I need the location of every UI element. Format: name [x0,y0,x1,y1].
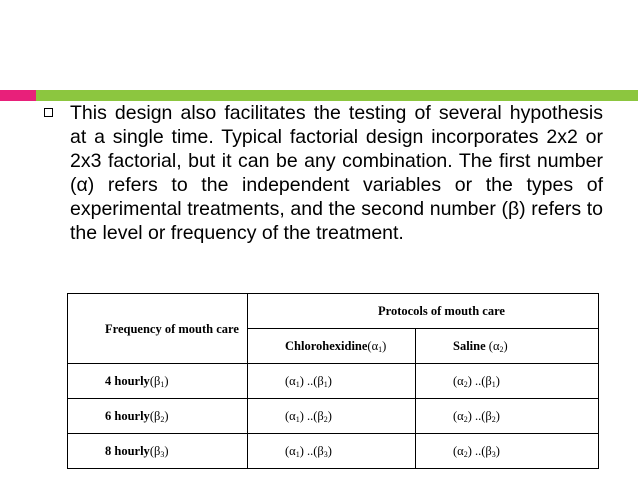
table-cell [248,364,416,399]
alpha-open: (α [453,408,464,423]
alpha-open: (α [453,373,464,388]
beta-sub: 1 [323,379,328,389]
alpha-open: (α [285,408,296,423]
row-label [68,434,248,469]
alpha-sub: 1 [295,449,300,459]
beta-open: ..(β [307,408,324,423]
header-frequency: Frequency of mouth care [68,294,248,364]
beta-open: ..(β [307,443,324,458]
beta-sub: 2 [160,414,165,424]
beta-sub: 2 [491,414,496,424]
chlor-symbol: (α [367,338,379,353]
beta-close: ) [164,443,169,458]
row-label [68,364,248,399]
chlor-sub: 1 [378,344,383,354]
alpha-close: ) [467,373,472,388]
beta-sub: 3 [160,449,165,459]
saline-symbol: (α [488,338,500,353]
row-label-text: 6 hourly [105,408,150,423]
alpha-open: (α [453,443,464,458]
table-row [68,434,599,469]
beta-sub: 3 [323,449,328,459]
alpha-close: ) [467,443,472,458]
beta-open: (β [149,373,161,388]
alpha-close: ) [299,373,304,388]
beta-open: ..(β [475,443,492,458]
table-row [68,399,599,434]
beta-open: (β [149,443,161,458]
beta-sub: 1 [160,379,165,389]
header-protocols: Protocols of mouth care [248,294,599,329]
alpha-sub: 2 [463,414,468,424]
alpha-sub: 2 [463,449,468,459]
alpha-open: (α [285,373,296,388]
accent-bar-green [36,90,638,101]
alpha-sub: 1 [295,379,300,389]
saline-close: ) [503,338,508,353]
hollow-square-bullet-icon [44,108,53,117]
saline-sub: 2 [499,344,504,354]
beta-open: (β [149,408,161,423]
alpha-sub: 2 [463,379,468,389]
header-chlorohexidine [248,329,416,364]
beta-close: ) [495,408,500,423]
chlor-label: Chlorohexidine [285,338,368,353]
beta-close: ) [327,443,332,458]
header-saline [416,329,599,364]
beta-open: ..(β [475,373,492,388]
alpha-close: ) [299,408,304,423]
beta-close: ) [327,408,332,423]
beta-close: ) [164,408,169,423]
factorial-design-table [67,293,599,469]
beta-close: ) [164,373,169,388]
beta-open: ..(β [475,408,492,423]
saline-label: Saline [453,338,486,353]
accent-bar-pink [0,90,36,101]
alpha-sub: 1 [295,414,300,424]
table-cell [416,434,599,469]
beta-open: ..(β [307,373,324,388]
row-label-text: 8 hourly [105,443,150,458]
table-cell [416,399,599,434]
table-cell [248,399,416,434]
row-label-text: 4 hourly [105,373,150,388]
beta-sub: 3 [491,449,496,459]
table-header-row [68,294,599,329]
table-cell [248,434,416,469]
table-row [68,364,599,399]
chlor-close: ) [382,338,387,353]
beta-close: ) [327,373,332,388]
alpha-open: (α [285,443,296,458]
row-label [68,399,248,434]
beta-sub: 1 [491,379,496,389]
alpha-close: ) [299,443,304,458]
body-paragraph: This design also facilitates the testing of several hypothesis at a single time. Typical factorial design incorporates 2x2 or 2x3 factorial, but it can be any combination. The first number (α) refers to the independent variables or the types of experimental treatments, and the second number (β) refers to the level or frequency of the treatment. [70,102,603,244]
beta-close: ) [495,443,500,458]
alpha-close: ) [467,408,472,423]
beta-sub: 2 [323,414,328,424]
beta-close: ) [495,373,500,388]
table-cell [416,364,599,399]
